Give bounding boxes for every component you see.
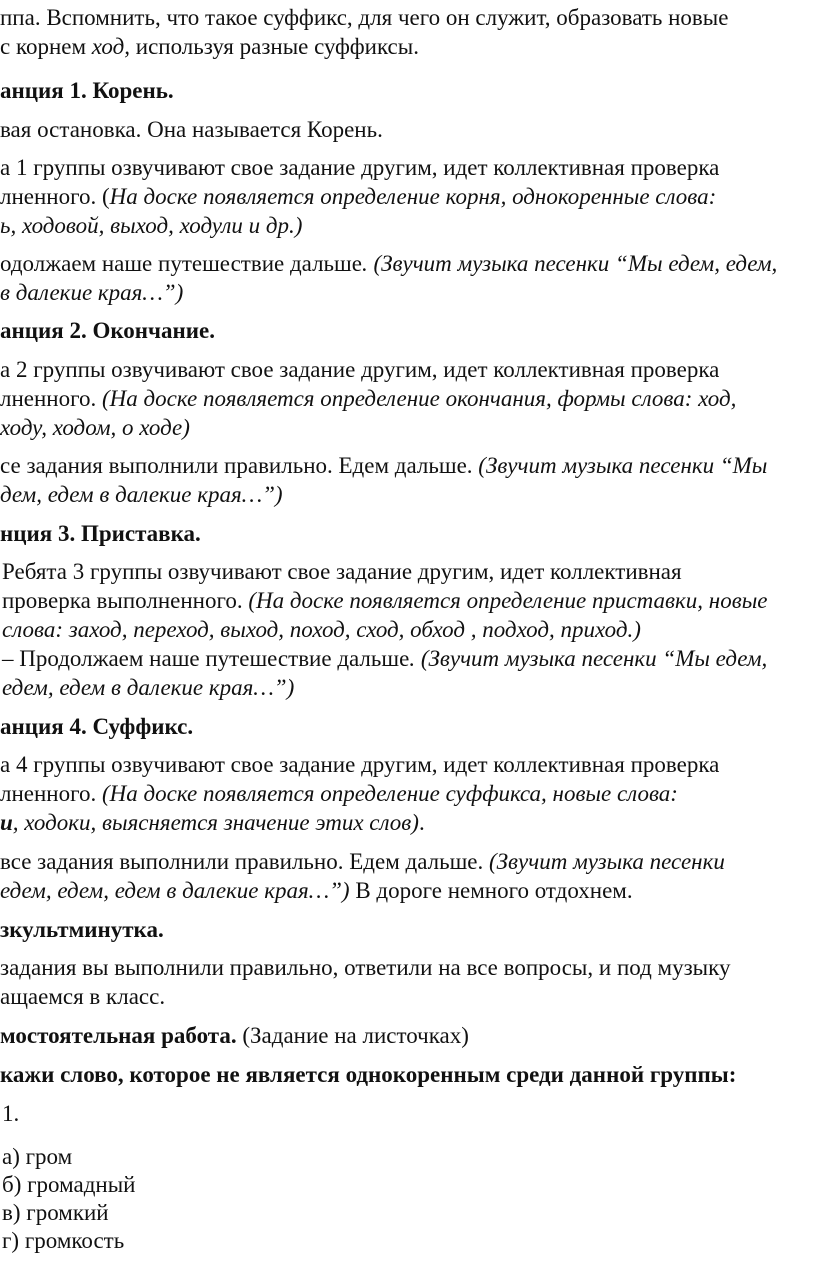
station1-paragraph-1: вая остановка. Она называется Корень. (0, 117, 383, 142)
station2-paragraph-2-line-1 (0, 451, 767, 480)
option-d: г) громкость (2, 1228, 125, 1253)
station1-heading: анция 1. Корень. (0, 78, 174, 103)
italic-note: . (Звучит музыка песенки “Мы едем, едем, (361, 251, 778, 276)
period: . (418, 810, 425, 835)
italic-note: (Звучит музыка песенки “Мы (478, 453, 768, 478)
italic-note: (На доске появляется определение окончания, формы слова: ход, (101, 386, 737, 411)
option-c: в) громкий (2, 1200, 109, 1225)
intro-line-2 (0, 32, 419, 61)
bold-letter: и (0, 810, 13, 835)
station3-paragraph-1-line-3: слова: заход, переход, выход, поход, сход, обход , подход, приход.) (2, 617, 641, 642)
italic-note: . (Звучит музыка песенки “Мы едем, (409, 646, 768, 671)
option-a: а) гром (2, 1144, 73, 1169)
station4-paragraph-1-line-3 (0, 808, 425, 837)
text: лненного. ( (0, 184, 110, 209)
station3-paragraph-2-line-2: едем, едем в далекие края…”) (2, 675, 295, 700)
intro-root-word: ход, (91, 34, 131, 59)
text: лненного. (0, 781, 102, 806)
station4-paragraph-2-line-2 (0, 876, 633, 905)
text: проверка выполненного. (2, 588, 249, 613)
station1-paragraph-3-line-2: в далекие края…”) (0, 280, 184, 305)
text: се задания выполнили правильно. Едем дальше. (0, 453, 479, 478)
text: В дороге немного отдохнем. (349, 878, 633, 903)
text: все задания выполнили правильно. Едем дальше. (0, 849, 489, 874)
station1-paragraph-3-line-1 (0, 249, 777, 278)
station2-heading: анция 2. Окончание. (0, 318, 215, 343)
text: (Задание на листочках) (236, 1023, 469, 1048)
physminute-heading: зкультминутка. (0, 917, 164, 942)
station4-paragraph-1-line-1: а 4 группы озвучивают свое задание другим, идет коллективная проверка (0, 752, 720, 777)
option-b: б) громадный (2, 1172, 136, 1197)
italic-note: (На доске появляется определение приставки, новые (248, 588, 768, 613)
italic-note: (На доске появляется определение суффикса, новые слова: (101, 781, 678, 806)
station3-paragraph-1-line-2 (2, 586, 767, 615)
station4-paragraph-1-line-2 (0, 779, 678, 808)
italic-note: едем, едем, едем в далекие края…”) (0, 878, 350, 903)
italic-note: На доске появляется определение корня, однокоренные слова: (109, 184, 717, 209)
station2-paragraph-1-line-1: а 2 группы озвучивают свое задание другим, идет коллективная проверка (0, 357, 720, 382)
text: лненного. (0, 386, 102, 411)
physminute-paragraph-line-1: задания вы выполнили правильно, ответили на все вопросы, и под музыку (0, 955, 731, 980)
station2-paragraph-1-line-3: ходу, ходом, о ходе) (0, 415, 190, 440)
station2-paragraph-2-line-2: дем, едем в далекие края…”) (0, 482, 283, 507)
intro-line-1: ппа. Вспомнить, что такое суффикс, для чего он служит, образовать новые (0, 5, 729, 30)
selfwork-heading (0, 1021, 469, 1050)
physminute-paragraph-line-2: ащаемся в класс. (0, 984, 166, 1009)
intro-text: с корнем (0, 34, 92, 59)
station1-paragraph-2-line-1: а 1 группы озвучивают свое задание другим, идет коллективная проверка (0, 155, 720, 180)
station2-paragraph-1-line-2 (0, 384, 736, 413)
selfwork-task: кажи слово, которое не является однокоренным среди данной группы: (0, 1062, 737, 1087)
station4-heading: анция 4. Суффикс. (0, 714, 194, 739)
bold-heading: мостоятельная работа. (0, 1023, 237, 1048)
task-number: 1. (2, 1101, 20, 1126)
station3-heading: нция 3. Приставка. (0, 521, 201, 546)
station3-paragraph-1-line-1: Ребята 3 группы озвучивают свое задание другим, идет коллективная (2, 559, 682, 584)
station3-paragraph-2-line-1 (2, 644, 767, 673)
text: одолжаем наше путешествие дальше (0, 251, 362, 276)
station1-paragraph-2-line-2 (0, 182, 716, 211)
italic-note: (Звучит музыка песенки (489, 849, 725, 874)
intro-text-end: используя разные суффиксы. (130, 34, 419, 59)
station4-paragraph-2-line-1 (0, 847, 725, 876)
italic-note: , ходоки, выясняется значение этих слов) (12, 810, 419, 835)
station1-paragraph-2-line-3: ь, ходовой, выход, ходули и др.) (0, 213, 303, 238)
text: – Продолжаем наше путешествие дальше (2, 646, 410, 671)
